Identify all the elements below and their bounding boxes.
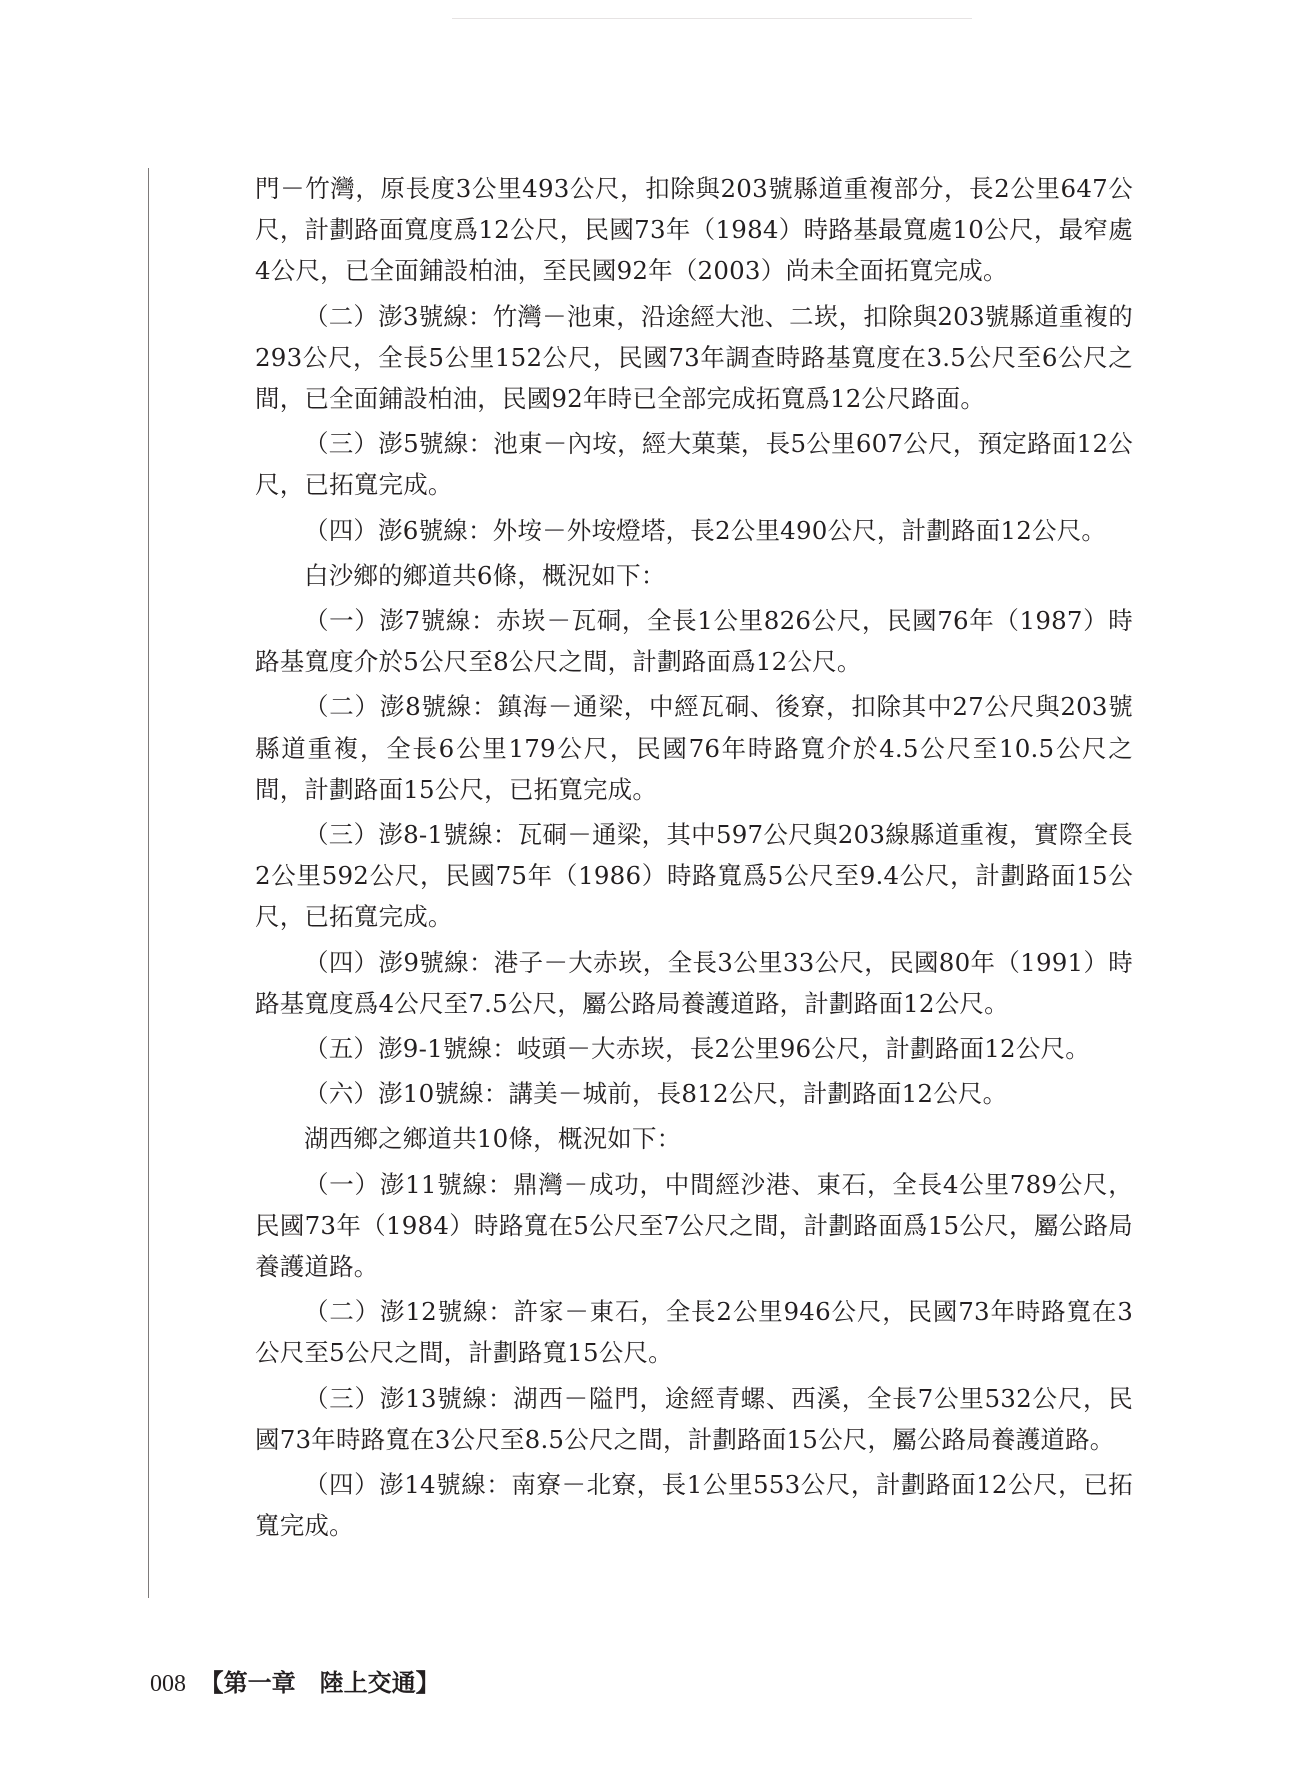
- paragraph: （二）澎12號線：許家－東石，全長2公里946公尺，民國73年時路寬在3公尺至5公尺之間，計劃路寬15公尺。: [255, 1297, 1133, 1368]
- body-text: [255, 168, 1133, 1551]
- paragraph: （二）澎3號線：竹灣－池東，沿途經大池、二崁，扣除與203號縣道重複的293公尺，全長5公里152公尺，民國73年調查時路基寬度在3.5公尺至6公尺之間，已全面鋪設柏油，民國92年時已全部完成拓寬爲12公尺路面。: [255, 301, 1133, 414]
- section-intro: 湖西鄉之鄉道共10條，概況如下：: [304, 1124, 682, 1154]
- section-intro: 白沙鄉的鄉道共6條，概況如下：: [304, 560, 666, 590]
- chapter-title: 【第一章 陸上交通】: [199, 1669, 440, 1697]
- paragraph: （六）澎10號線：講美－城前，長812公尺，計劃路面12公尺。: [304, 1079, 1008, 1109]
- margin-rule: [148, 168, 149, 1598]
- page-footer: [150, 1668, 440, 1699]
- paragraph: （三）澎5號線：池東－內垵，經大菓葉，長5公里607公尺，預定路面12公尺，已拓寬完成。: [255, 429, 1133, 500]
- paragraph: （二）澎8號線：鎮海－通梁，中經瓦硐、後寮，扣除其中27公尺與203號縣道重複，全長6公里179公尺，民國76年時路寬介於4.5公尺至10.5公尺之間，計劃路面15公尺，已拓寬完成。: [255, 692, 1133, 804]
- paragraph: （一）澎7號線：赤崁－瓦硐，全長1公里826公尺，民國76年（1987）時路基寬度介於5公尺至8公尺之間，計劃路面爲12公尺。: [255, 606, 1133, 677]
- top-divider: [452, 18, 972, 19]
- paragraph: （四）澎9號線：港子－大赤崁，全長3公里33公尺，民國80年（1991）時路基寬度爲4公尺至7.5公尺，屬公路局養護道路，計劃路面12公尺。: [255, 947, 1133, 1018]
- paragraph: （三）澎8-1號線：瓦硐－通梁，其中597公尺與203線縣道重複，實際全長2公里592公尺，民國75年（1986）時路寬爲5公尺至9.4公尺，計劃路面15公尺，已拓寬完成。: [255, 820, 1133, 932]
- paragraph: （四）澎6號線：外垵－外垵燈塔，長2公里490公尺，計劃路面12公尺。: [304, 515, 1107, 545]
- paragraph: （五）澎9-1號線：岐頭－大赤崁，長2公里96公尺，計劃路面12公尺。: [304, 1034, 1090, 1064]
- paragraph: （四）澎14號線：南寮－北寮，長1公里553公尺，計劃路面12公尺，已拓寬完成。: [255, 1470, 1133, 1541]
- paragraph: （三）澎13號線：湖西－隘門，途經青螺、西溪，全長7公里532公尺，民國73年時路寬在3公尺至8.5公尺之間，計劃路面15公尺，屬公路局養護道路。: [255, 1383, 1133, 1454]
- paragraph: 門－竹灣，原長度3公里493公尺，扣除與203號縣道重複部分，長2公里647公尺，計劃路面寬度爲12公尺，民國73年（1984）時路基最寬處10公尺，最窄處4公尺，已全面鋪設柏油，至民國92年（2003）尚未全面拓寬完成。: [255, 174, 1133, 286]
- paragraph: （一）澎11號線：鼎灣－成功，中間經沙港、東石，全長4公里789公尺，民國73年（1984）時路寬在5公尺至7公尺之間，計劃路面爲15公尺，屬公路局養護道路。: [255, 1169, 1133, 1282]
- page-number: 008: [150, 1671, 186, 1697]
